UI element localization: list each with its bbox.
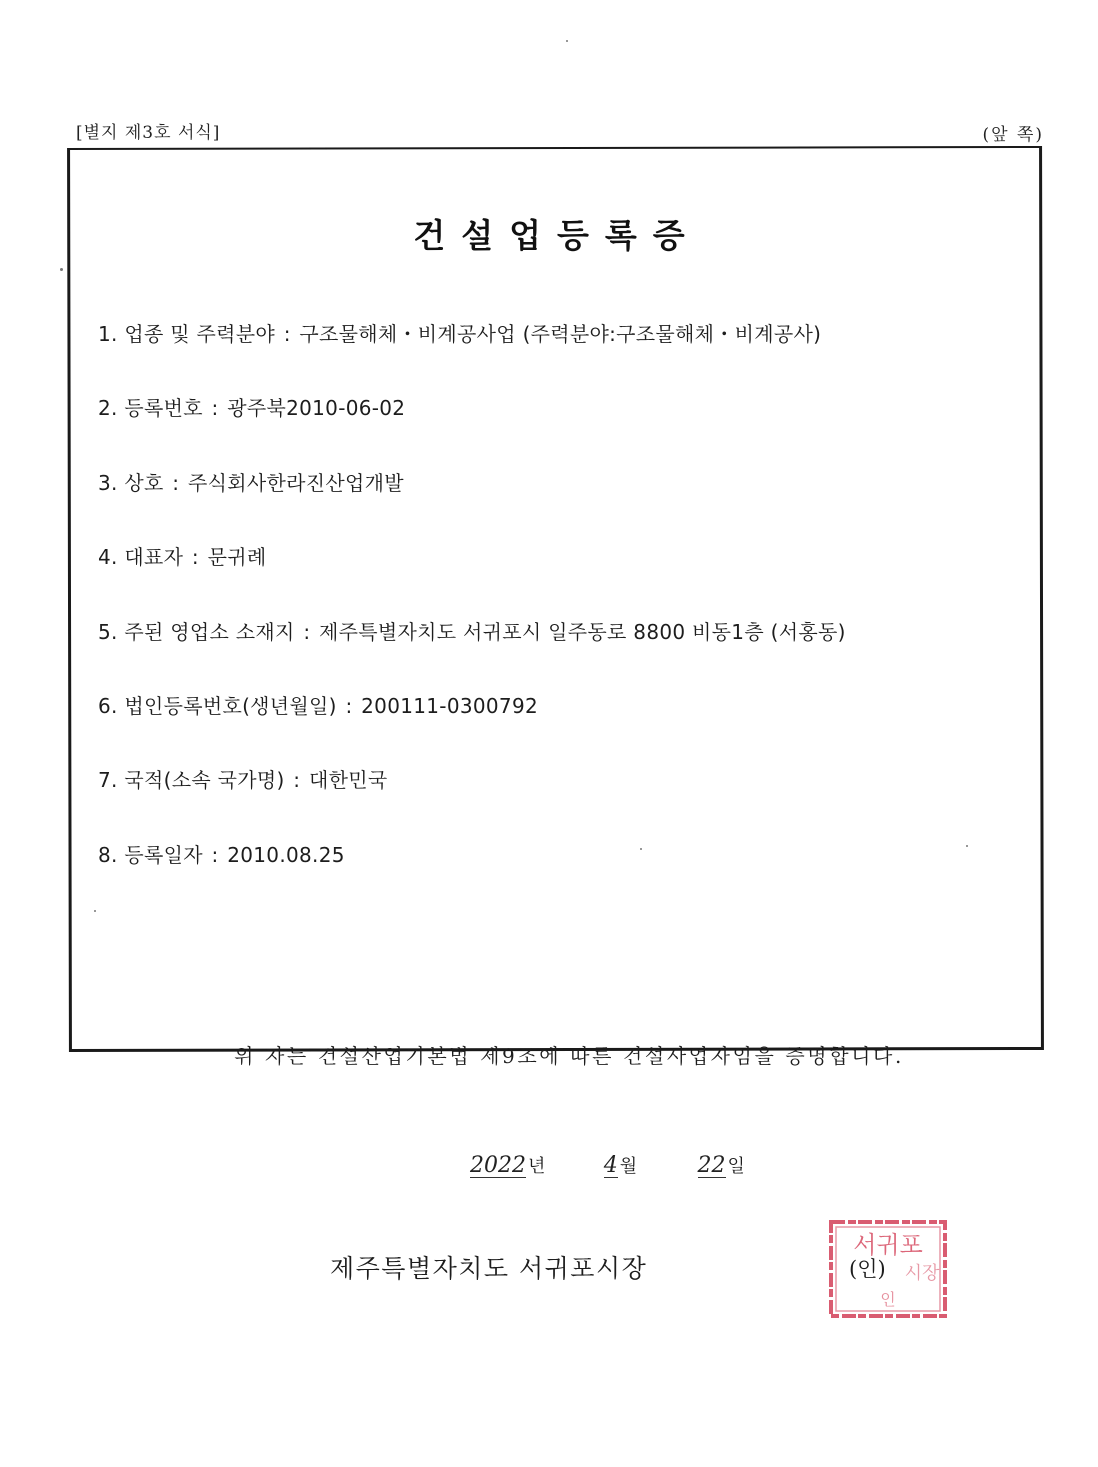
page-side-label: (앞 쪽) [982,125,1044,145]
svg-text:인: 인 [880,1290,896,1309]
official-seal-stamp-icon [826,1217,950,1321]
item-number: 7. [98,768,118,793]
item-label: 주된 영업소 소재지 [124,619,295,644]
detail-item-corporate-number: 6. 법인등록번호(생년월일) : 200111-0300792 [98,693,538,718]
item-number: 4. [98,545,118,570]
item-number: 6. [98,693,118,718]
detail-item-registration-number: 2. 등록번호 : 광주북2010-06-02 [98,396,406,421]
svg-text:서귀포: 서귀포 [853,1231,923,1259]
issue-date [470,1152,745,1178]
document-title: 건설업등록증 [413,216,701,255]
seal-mark: (인) [849,1257,886,1281]
scan-speck [566,40,568,42]
item-number: 3. [98,470,118,495]
day-unit: 일 [727,1156,745,1177]
item-number: 5. [98,619,118,644]
year-unit: 년 [528,1156,546,1177]
issuer-name: 제주특별자치도 서귀포시장 [330,1254,648,1283]
detail-item-registration-date: 8. 등록일자 : 2010.08.25 [98,842,345,867]
item-value: 대한민국 [308,768,388,793]
issue-month: 4 [603,1153,618,1178]
item-value: 광주북2010-06-02 [227,396,406,421]
detail-item-nationality: 7. 국적(소속 국가명) : 대한민국 [98,768,388,793]
form-label: [별지 제3호 서식] [76,123,221,143]
detail-item-business-type: 1. 업종 및 주력분야 : 구조물해체・비계공사업 (주력분야:구조물해체・비계공사) [98,322,822,346]
item-label: 대표자 [124,545,184,570]
item-number: 2. [98,396,118,421]
detail-item-office-address: 5. 주된 영업소 소재지 : 제주특별자치도 서귀포시 일주동로 8800 비동1층 (서홍동) [98,619,846,644]
registration-details [98,316,846,911]
issue-year: 2022 [470,1153,526,1178]
month-unit: 월 [619,1156,638,1177]
scan-speck [966,845,968,847]
scan-speck [640,848,642,850]
item-value: 주식회사한라진산업개발 [188,470,404,495]
scan-speck [60,268,63,271]
item-value: 구조물해체・비계공사업 (주력분야:구조물해체・비계공사) [299,322,822,346]
item-number: 8. [98,842,118,867]
detail-item-company-name: 3. 상호 : 주식회사한라진산업개발 [98,470,404,495]
item-value: 문귀례 [207,545,267,570]
issue-day: 22 [697,1153,726,1178]
item-label: 국적(소속 국가명) [124,768,285,793]
scan-speck [94,910,96,912]
item-label: 상호 [124,470,164,495]
detail-item-representative: 4. 대표자 : 문귀례 [98,545,267,570]
item-label: 등록일자 [124,842,203,867]
certification-statement: 위 자는 건설산업기본법 제9조에 따른 건설사업자임을 증명합니다. [234,1044,904,1068]
item-label: 등록번호 [124,396,203,421]
item-label: 업종 및 주력분야 [124,322,276,346]
item-number: 1. [98,322,118,346]
item-value: 200111-0300792 [361,693,538,718]
item-value: 2010.08.25 [227,842,345,867]
svg-text:시장: 시장 [904,1263,940,1284]
item-value: 제주특별자치도 서귀포시 일주동로 8800 비동1층 (서홍동) [319,619,846,644]
item-label: 법인등록번호(생년월일) [124,693,337,718]
